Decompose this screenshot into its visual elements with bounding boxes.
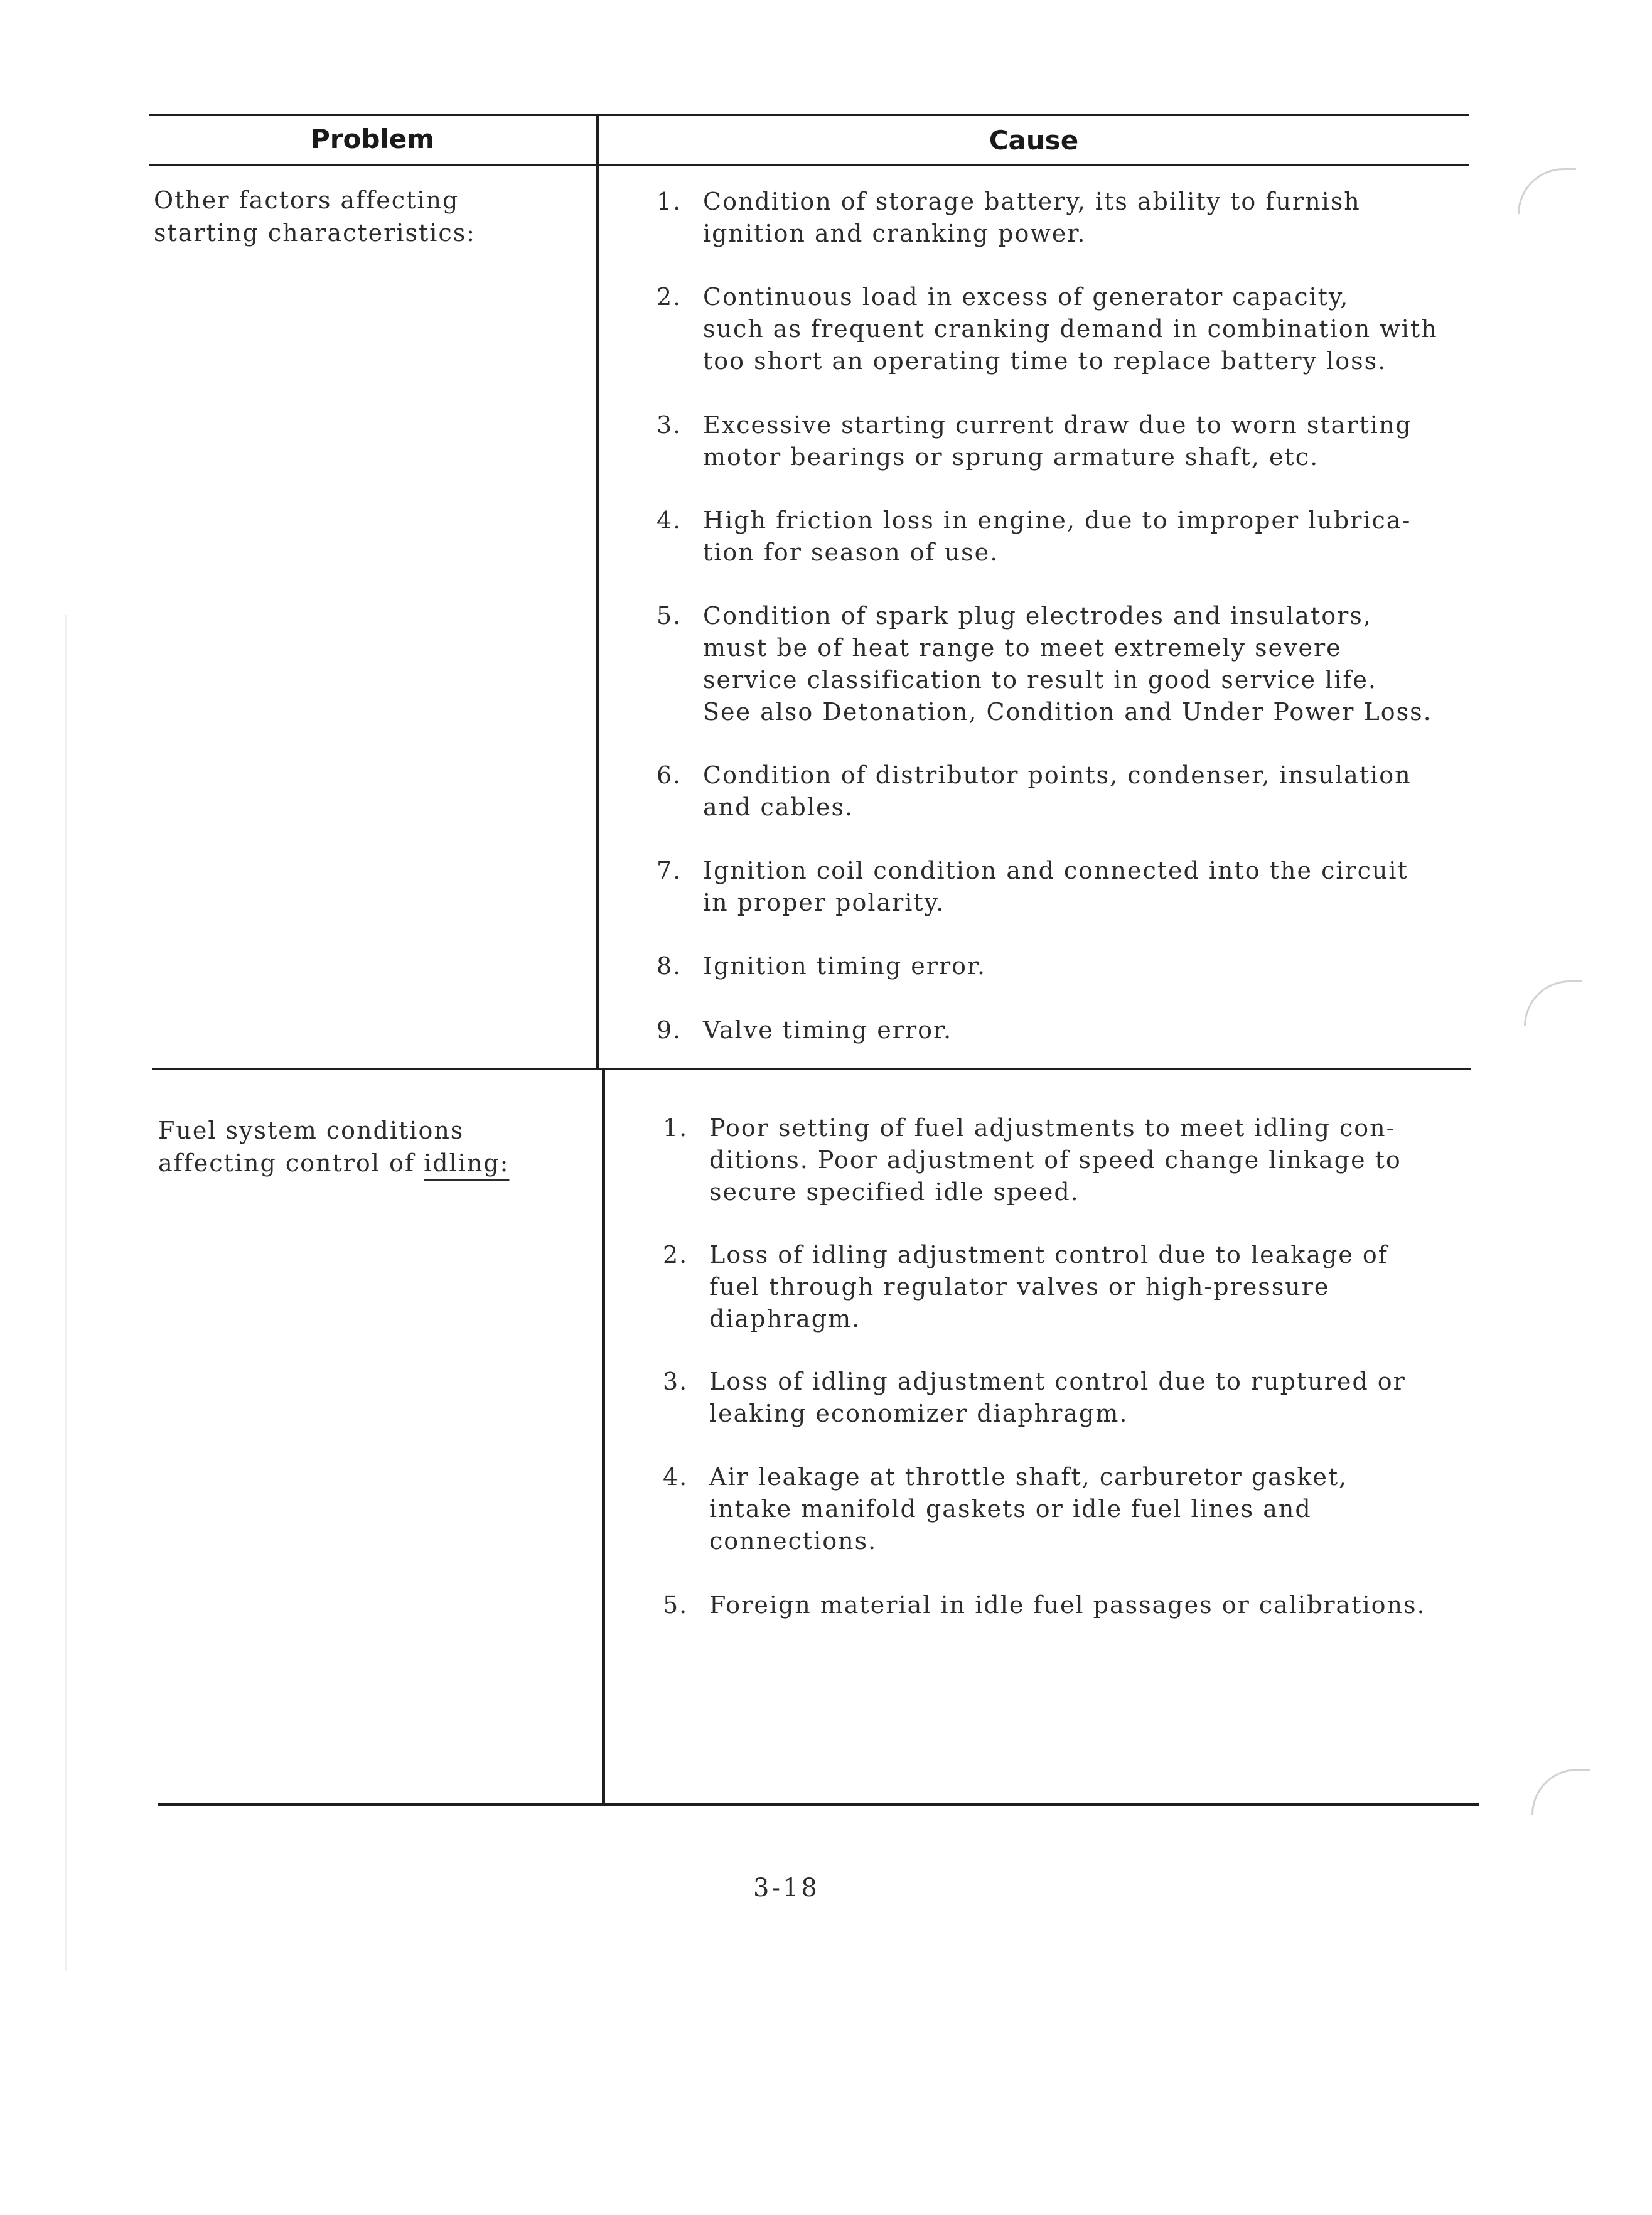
item-text: Air leakage at throttle shaft, carburetor gasket, intake manifold gaskets or idle fuel lines and connections. — [709, 1463, 1348, 1555]
item-text: Loss of idling adjustment control due to ruptured or leaking economizer diaphragm. — [709, 1368, 1406, 1427]
item-text: Continuous load in excess of generator capacity, such as frequent cranking demand in combination with too short an operating time to replace battery loss. — [703, 283, 1438, 375]
problem-line: Other factors affecting — [154, 186, 459, 214]
column-divider-bottom — [602, 1068, 605, 1805]
item-text: Poor setting of fuel adjustments to meet idling con- ditions. Poor adjustment of speed change linkage to secure specified idle speed. — [709, 1114, 1402, 1206]
item-text: High friction loss in engine, due to improper lubrica- tion for season of use. — [703, 507, 1412, 566]
column-divider-top — [596, 114, 599, 1069]
problem-line: Fuel system conditions — [158, 1117, 464, 1144]
problem-column-header: Problem — [310, 124, 435, 154]
table-bottom-rule — [158, 1803, 1479, 1806]
problem-line: affecting control of idling: — [158, 1149, 510, 1177]
item-number: 9. — [657, 1016, 682, 1044]
item-text: Foreign material in idle fuel passages or calibrations. — [709, 1591, 1426, 1619]
item-number: 3. — [663, 1368, 689, 1395]
item-text: Valve timing error. — [703, 1016, 953, 1044]
hole-punch-mark — [1531, 1769, 1590, 1815]
item-number: 2. — [657, 283, 682, 311]
scan-margin-line — [65, 615, 67, 1971]
item-number: 3. — [657, 411, 682, 439]
item-number: 2. — [663, 1241, 689, 1268]
underlined-keyword: idling: — [424, 1149, 510, 1177]
item-number: 4. — [657, 507, 682, 534]
table-top-rule — [149, 114, 1469, 116]
item-number: 6. — [657, 761, 682, 789]
item-text: Condition of spark plug electrodes and insulators, must be of heat range to meet extremely severe service classification to result in good service life. See also Detonation, Condition and Under Power Loss. — [703, 602, 1432, 726]
item-text: Ignition coil condition and connected into the circuit in proper polarity. — [703, 857, 1408, 916]
problem-cell-idling — [158, 1114, 509, 1179]
hole-punch-mark — [1524, 980, 1582, 1026]
page-number: 3-18 — [753, 1874, 820, 1902]
row-divider-rule — [152, 1068, 1471, 1070]
item-text: Excessive starting current draw due to worn starting motor bearings or sprung armature shaft, etc. — [703, 411, 1412, 471]
hole-punch-mark — [1518, 168, 1576, 214]
item-text: Ignition timing error. — [703, 952, 987, 980]
item-number: 7. — [657, 857, 682, 884]
item-number: 4. — [663, 1463, 689, 1491]
item-number: 5. — [663, 1591, 689, 1619]
item-text: Loss of idling adjustment control due to leakage of fuel through regulator valves or high-pressure diaphragm. — [709, 1241, 1388, 1333]
item-number: 1. — [657, 188, 682, 215]
item-number: 5. — [657, 602, 682, 630]
item-number: 8. — [657, 952, 682, 980]
problem-line: starting characteristics: — [154, 219, 476, 247]
problem-cell-starting — [154, 184, 476, 249]
cause-column-header: Cause — [989, 125, 1079, 156]
item-number: 1. — [663, 1114, 689, 1142]
item-text: Condition of distributor points, condenser, insulation and cables. — [703, 761, 1412, 821]
item-text: Condition of storage battery, its ability to furnish ignition and cranking power. — [703, 188, 1361, 247]
header-divider-rule — [149, 164, 1469, 166]
